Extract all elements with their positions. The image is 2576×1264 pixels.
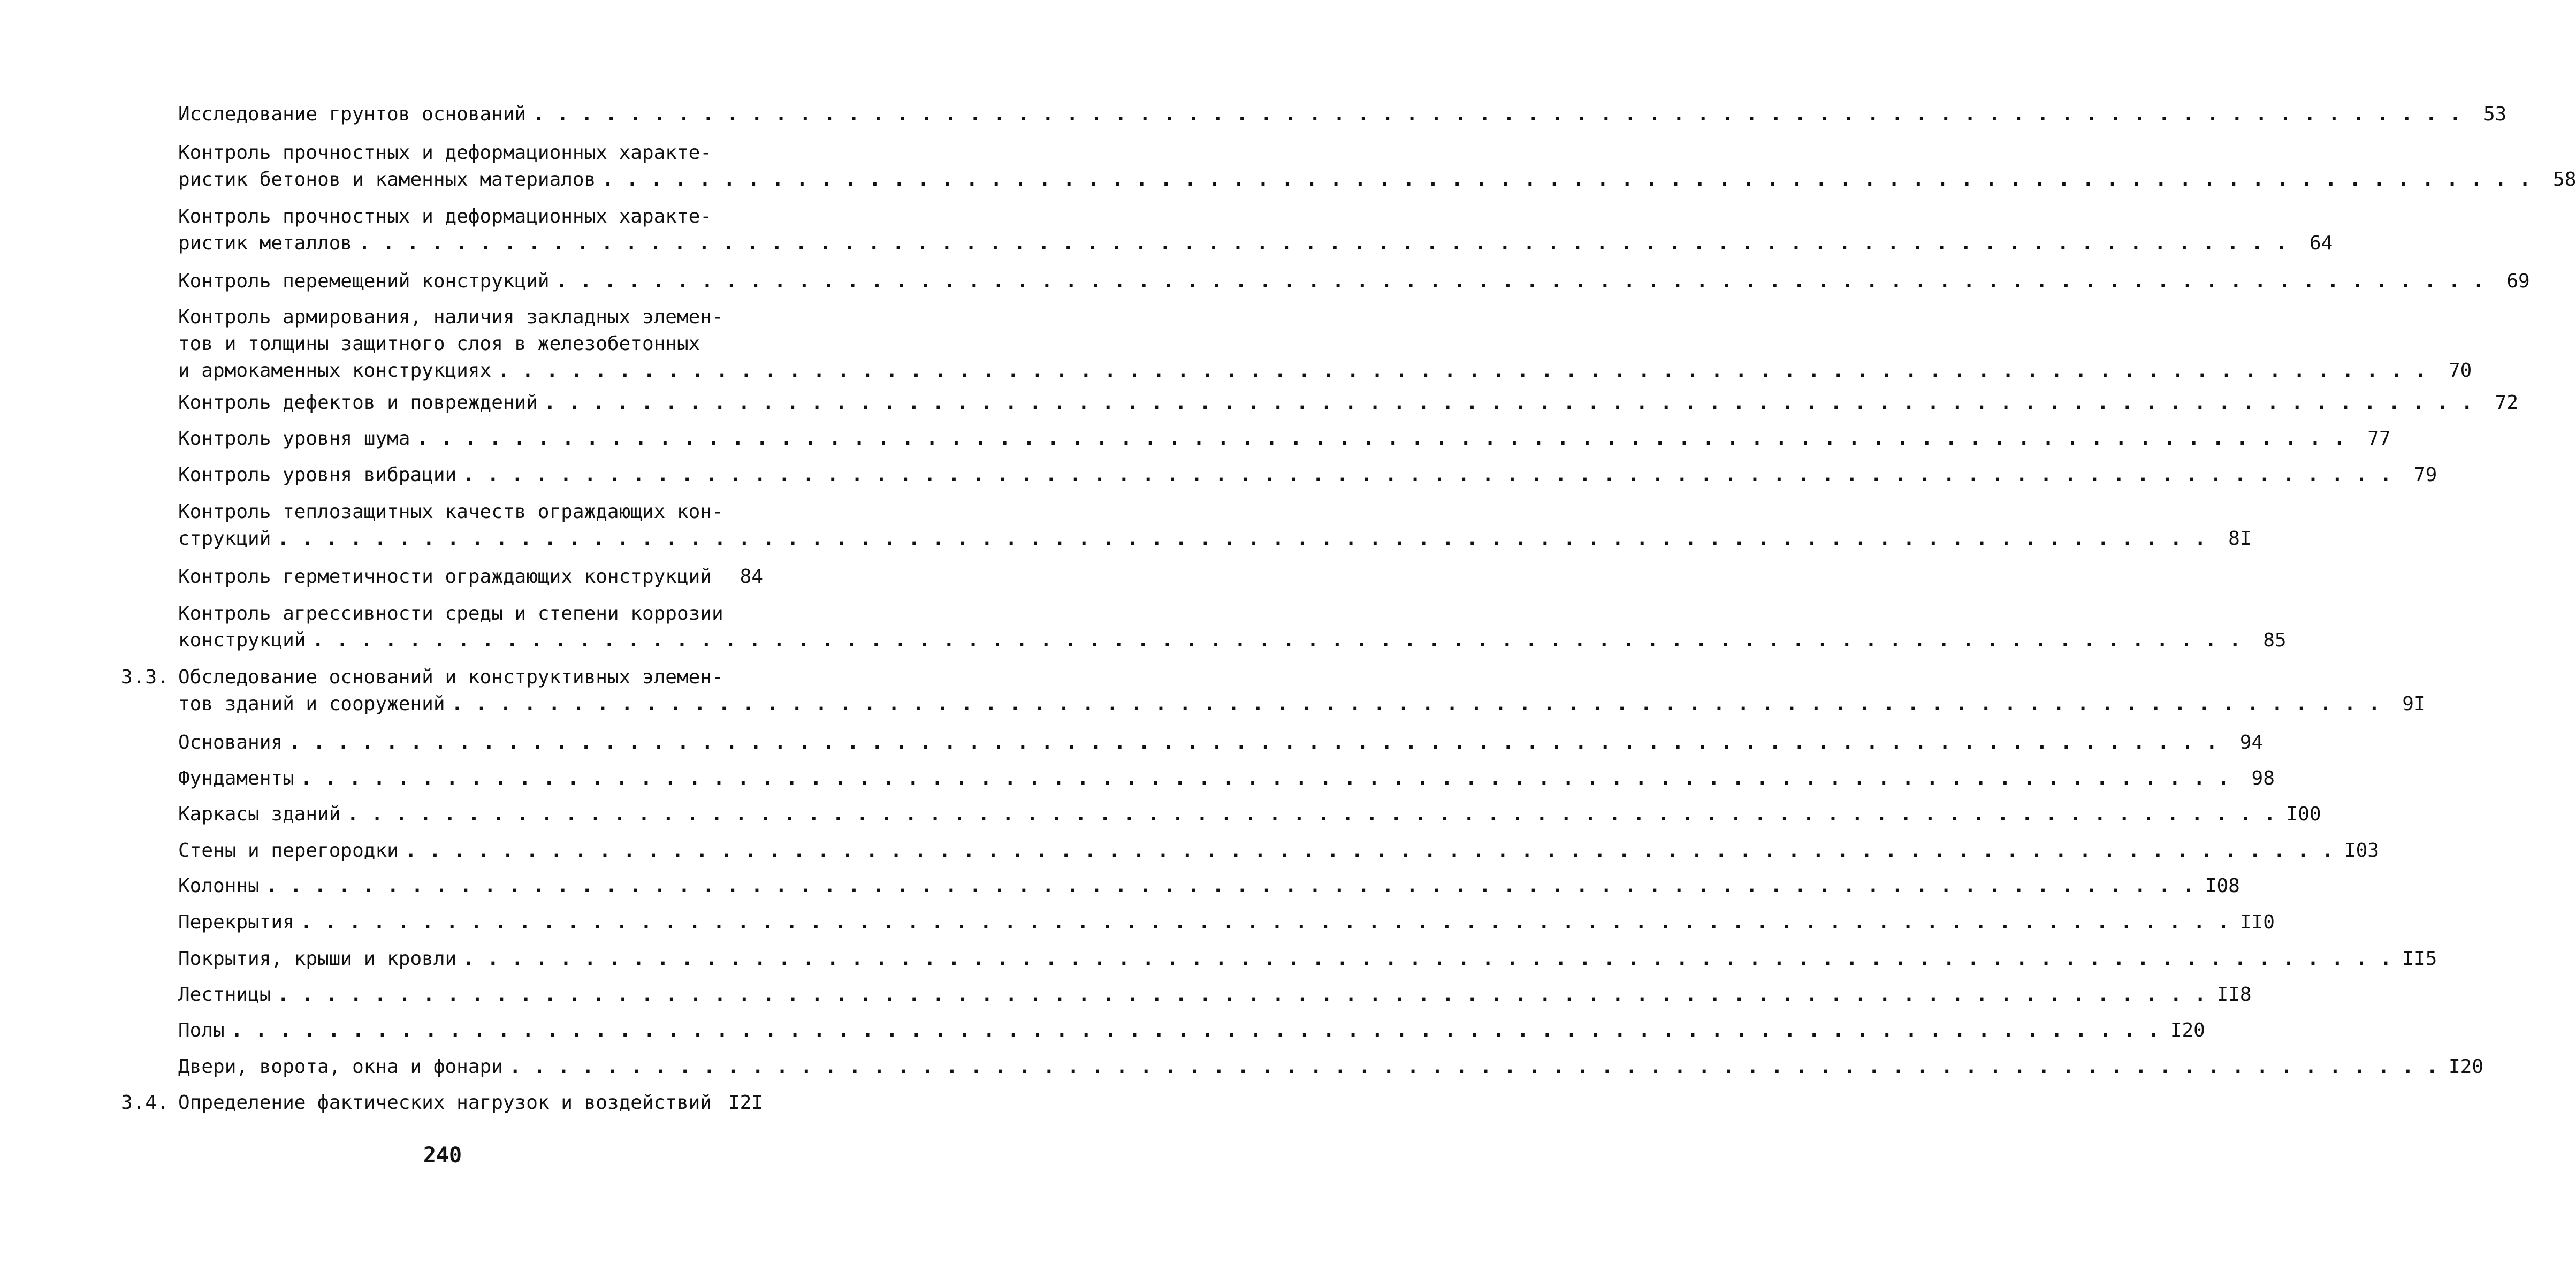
toc-entry-line: [178, 102, 2507, 127]
toc-page-number: 69: [2506, 270, 2530, 292]
toc-page-number: 70: [2448, 360, 2472, 382]
toc-entry-line: [178, 526, 2252, 552]
toc-page-number: 9I: [2402, 693, 2426, 715]
page-number: 240: [423, 1143, 462, 1168]
toc-entry-line: [178, 204, 760, 230]
section-number: 3.3.: [121, 666, 170, 688]
dot-leader: . . . . . . . . . . . . . . . . . . . . . . . . . . . . . . . . . . . . . . . . . . . . . . . . . . . . . . . . . . . . . . . . . . . . . . . . . . . . . . . .: [359, 232, 2288, 254]
toc-page-number: II8: [2216, 984, 2252, 1006]
toc-page-number: 84: [740, 566, 763, 588]
toc-entry-line: [178, 564, 763, 590]
toc-entry-title: Исследование грунтов оснований: [178, 103, 527, 125]
toc-entry-title: Фундаменты: [178, 767, 294, 789]
dot-leader: . . . . . . . . . . . . . . . . . . . . . . . . . . . . . . . . . . . . . . . . . . . . . . . . . . . . . . . . . . . . . . . . . . . . . . . . . . . . . . . .: [509, 1056, 2439, 1078]
dot-leader: . . . . . . . . . . . . . . . . . . . . . . . . . . . . . . . . . . . . . . . . . . . . . . . . . . . . . . . . . . . . . . . . . . . . . . . . . . . . . . . .: [300, 911, 2230, 933]
toc-entry-line: [178, 462, 2437, 488]
toc-entry-title: и армокаменных конструкциях: [178, 360, 492, 382]
toc-entry-line: [178, 730, 2263, 756]
toc-page-number: 98: [2251, 767, 2275, 789]
toc-entry-title: Покрытия, крыши и кровли: [178, 948, 457, 970]
toc-page-number: I08: [2205, 875, 2240, 897]
toc-page-number: 77: [2367, 428, 2391, 450]
dot-leader: . . . . . . . . . . . . . . . . . . . . . . . . . . . . . . . . . . . . . . . . . . . . . . . . . . . . . . . . . . . . . . . . . . . . . . . . . . . . . . . .: [312, 629, 2242, 651]
toc-entry-line: [178, 1018, 2205, 1044]
toc-entry-title: Контроль герметичности ограждающих конструкций: [178, 566, 712, 588]
dot-leader: . . . . . . . . . . . . . . . . . . . . . . . . . . . . . . . . . . . . . . . . . . . . . . . . . . . . . . . . . . . . . . . . . . . . . . . . . . . . . . . .: [498, 360, 2427, 382]
toc-entry-title: ристик металлов: [178, 232, 353, 254]
toc-entry-line: [178, 1054, 2484, 1080]
section-number: 3.4.: [121, 1092, 170, 1114]
toc-entry-line: [178, 628, 2287, 653]
toc-entry-title: струкций: [178, 528, 271, 550]
toc-entry-title: Контроль уровня вибрации: [178, 464, 457, 486]
toc-entry-line: [178, 691, 2426, 717]
dot-leader: . . . . . . . . . . . . . . . . . . . . . . . . . . . . . . . . . . . . . . . . . . . . . . . . . . . . . . . . . . . . . . . . . . . . . . . . . . . . . . . .: [347, 803, 2276, 825]
toc-page-number: 64: [2309, 232, 2333, 254]
toc-entry-title: Двери, ворота, окна и фонари: [178, 1056, 503, 1078]
dot-leader: . . . . . . . . . . . . . . . . . . . . . . . . . . . . . . . . . . . . . . . . . . . . . . . . . . . . . . . . . . . . . . . . . . . . . . . . . . . . . . . .: [277, 528, 2207, 550]
toc-entry-title: Контроль армирования, наличия закладных элемен-: [178, 306, 723, 328]
toc-entry-title: конструкций: [178, 629, 306, 651]
toc-entry-line: [178, 140, 760, 166]
toc-entry-line: [178, 167, 2576, 193]
toc-entry-title: Контроль прочностных и деформационных характе-: [178, 142, 712, 164]
toc-entry-title: Контроль прочностных и деформационных характе-: [178, 205, 712, 227]
dot-leader: . . . . . . . . . . . . . . . . . . . . . . . . . . . . . . . . . . . . . . . . . . . . . . . . . . . . . . . . . . . . . . . . . . . . . . . . . . . . . . . .: [544, 392, 2474, 414]
toc-entry-title: Определение фактических нагрузок и воздействий: [178, 1092, 712, 1114]
toc-entry-line: [178, 766, 2275, 791]
toc-page-number: 94: [2239, 732, 2263, 753]
toc-entry-line: [178, 390, 2519, 416]
toc-entry-line: [178, 304, 760, 330]
dot-leader: . . . . . . . . . . . . . . . . . . . . . . . . . . . . . . . . . . . . . . . . . . . . . . . . . . . . . . . . . . . . . . . . . . . . . . . . . . . . . . . .: [277, 984, 2207, 1006]
toc-page-number: I00: [2286, 803, 2321, 825]
dot-leader: . . . . . . . . . . . . . . . . . . . . . . . . . . . . . . . . . . . . . . . . . . . . . . . . . . . . . . . . . . . . . . . . . . . . . . . . . . . . . . . .: [463, 464, 2392, 486]
toc-entry-title: ристик бетонов и каменных материалов: [178, 169, 596, 191]
toc-entry-title: Полы: [178, 1019, 225, 1041]
toc-page-number: I2I: [728, 1092, 763, 1114]
toc-page-number: 79: [2413, 464, 2437, 486]
toc-entry-line: [178, 1090, 763, 1116]
toc-entry-line: [178, 358, 2472, 384]
dot-leader: . . . . . . . . . . . . . . . . . . . . . . . . . . . . . . . . . . . . . . . . . . . . . . . . . . . . . . . . . . . . . . . . . . . . . . . . . . . . . . . .: [416, 428, 2346, 450]
toc-entry-title: Контроль дефектов и повреждений: [178, 392, 538, 414]
toc-page-number: 72: [2495, 392, 2519, 414]
toc-entry-title: Обследование оснований и конструктивных элемен-: [178, 666, 723, 688]
dot-leader: . . . . . . . . . . . . . . . . . . . . . . . . . . . . . . . . . . . . . . . . . . . . . . . . . . . . . . . . . . . . . . . . . . . . . . . . . . . . . . . .: [602, 169, 2532, 191]
toc-entry-title: Основания: [178, 732, 283, 753]
toc-entry-title: Контроль перемещений конструкций: [178, 270, 550, 292]
toc-entry-title: Колонны: [178, 875, 260, 897]
toc-entry-line: [178, 838, 2379, 864]
dot-leader: . . . . . . . . . . . . . . . . . . . . . . . . . . . . . . . . . . . . . . . . . . . . . . . . . . . . . . . . . . . . . . . . . . . . . . . . . . . . . . . .: [555, 270, 2485, 292]
toc-page-number: II0: [2239, 911, 2275, 933]
toc-entry-title: Лестницы: [178, 984, 271, 1006]
toc-page-number: 53: [2483, 103, 2507, 125]
toc-entry-line: [178, 231, 2333, 256]
toc-page-number: I03: [2344, 840, 2379, 862]
toc-page-number: 8I: [2228, 528, 2252, 550]
toc-page-number: 85: [2263, 629, 2287, 651]
toc-entry-title: тов и толщины защитного слоя в железобетонных: [178, 333, 700, 355]
dot-leader: . . . . . . . . . . . . . . . . . . . . . . . . . . . . . . . . . . . . . . . . . . . . . . . . . . . . . . . . . . . . . . . . . . . . . . . . . . . . . . . .: [300, 767, 2230, 789]
toc-entry-line: [178, 982, 2252, 1008]
toc-entry-line: [178, 331, 760, 357]
toc-entry-title: Контроль агрессивности среды и степени коррозии: [178, 603, 723, 625]
toc-page-number: I20: [2448, 1056, 2484, 1078]
dot-leader: . . . . . . . . . . . . . . . . . . . . . . . . . . . . . . . . . . . . . . . . . . . . . . . . . . . . . . . . . . . . . . . . . . . . . . . . . . . . . . . .: [463, 948, 2392, 970]
toc-entry-line: [178, 601, 760, 627]
dot-leader: . . . . . . . . . . . . . . . . . . . . . . . . . . . . . . . . . . . . . . . . . . . . . . . . . . . . . . . . . . . . . . . . . . . . . . . . . . . . . . . .: [405, 840, 2334, 862]
toc-page-number: I20: [2170, 1019, 2205, 1041]
toc-entry-title: Каркасы зданий: [178, 803, 341, 825]
toc-entry-title: Перекрытия: [178, 911, 294, 933]
dot-leader: . . . . . . . . . . . . . . . . . . . . . . . . . . . . . . . . . . . . . . . . . . . . . . . . . . . . . . . . . . . . . . . . . . . . . . . . . . . . . . . .: [532, 103, 2462, 125]
toc-entry-title: Стены и перегородки: [178, 840, 399, 862]
toc-entry-line: [178, 802, 2321, 827]
toc-page-number: II5: [2402, 948, 2437, 970]
dot-leader: . . . . . . . . . . . . . . . . . . . . . . . . . . . . . . . . . . . . . . . . . . . . . . . . . . . . . . . . . . . . . . . . . . . . . . . . . . . . . . . .: [231, 1019, 2160, 1041]
dot-leader: . . . . . . . . . . . . . . . . . . . . . . . . . . . . . . . . . . . . . . . . . . . . . . . . . . . . . . . . . . . . . . . . . . . . . . . . . . . . . . . .: [289, 732, 2219, 753]
toc-entry-title: тов зданий и сооружений: [178, 693, 445, 715]
dot-leader: . . . . . . . . . . . . . . . . . . . . . . . . . . . . . . . . . . . . . . . . . . . . . . . . . . . . . . . . . . . . . . . . . . . . . . . . . . . . . . . .: [451, 693, 2381, 715]
toc-entry-line: [178, 269, 2530, 294]
toc-page-number: 58: [2553, 169, 2576, 191]
toc-entry-line: [178, 499, 760, 525]
toc-entry-line: [178, 426, 2391, 452]
toc-entry-line: [178, 910, 2275, 935]
toc-entry-title: Контроль теплозащитных качеств ограждающих кон-: [178, 501, 723, 523]
toc-entry-line: [178, 665, 760, 690]
toc-entry-line: [178, 873, 2240, 899]
toc-entry-line: [178, 946, 2437, 972]
toc-entry-title: Контроль уровня шума: [178, 428, 410, 450]
dot-leader: . . . . . . . . . . . . . . . . . . . . . . . . . . . . . . . . . . . . . . . . . . . . . . . . . . . . . . . . . . . . . . . . . . . . . . . . . . . . . . . .: [265, 875, 2195, 897]
